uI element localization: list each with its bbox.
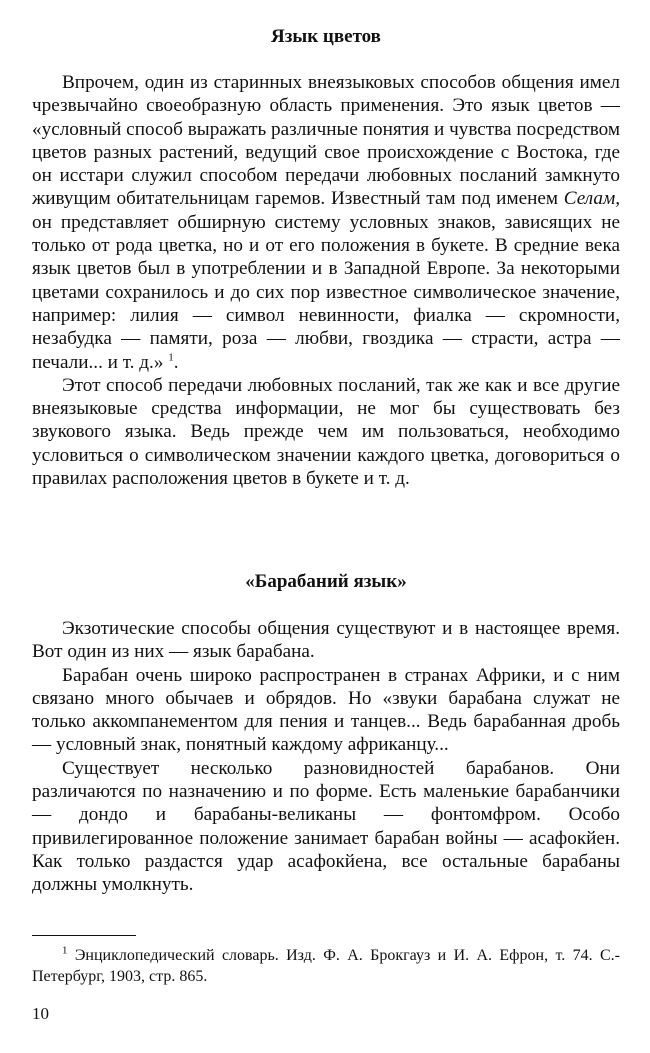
section-body-drum-language xyxy=(32,617,620,897)
footnote-divider xyxy=(32,935,136,936)
paragraph-text: Впрочем, один из старинных внеязыковых способов общения имел чрезвычайно своеобразную область применения. Это язык цветов — «условный способ выражать различные понятия и чувства посредством цветов разных растений, ведущий свое происхождение с Востока, где он исстари служил способом передачи любовных посланий замкнуто живущим обитательницам гаремов. Известный там под именем xyxy=(32,72,620,210)
page-number: 10 xyxy=(32,1004,49,1023)
section-title-language-of-flowers: Язык цветов xyxy=(271,26,381,47)
section-body-language-of-flowers xyxy=(32,71,620,490)
footnote-text: Энциклопедический словарь. Изд. Ф. А. Брокгауз и И. А. Ефрон, т. 74. С.-Петербург, 1903, стр. 865. xyxy=(32,947,620,985)
italic-term: Селам, xyxy=(563,188,620,210)
paragraph xyxy=(32,71,620,374)
footnote-reference[interactable]: 1 xyxy=(168,351,174,364)
paragraph: Этот способ передачи любовных посланий, так же как и все другие внеязыковые средства информации, не мог бы существовать без звукового языка. Ведь прежде чем им пользоваться, необходимо условиться о символическом значении каждого цветка, договориться о правилах расположения цветов в букете и т. д. xyxy=(32,374,620,490)
section-title-drum-language: «Барабаний язык» xyxy=(245,571,407,592)
paragraph: Экзотические способы общения существуют и в настоящее время. Вот один из них — язык барабана. xyxy=(32,618,620,663)
book-page xyxy=(32,0,620,1053)
paragraph-text: он представляет обширную систему условных знаков, зависящих не только от рода цветка, но и от его положения в букете. В средние века язык цветов был в употреблении и в Западной Европе. За некоторыми цветами сохранилось и до сих пор известное символическое значение, например: лилия — символ невинности, фиалка — скромности, незабудка — памяти, роза — любви, гвоздика — страсти, астра — печали... и т. д.» xyxy=(32,211,620,373)
footnote xyxy=(32,945,620,987)
footnote-marker: 1 xyxy=(62,944,68,957)
paragraph: Существует несколько разновидностей барабанов. Они различаются по назначению и по форме. Есть маленькие барабанчики — дондо и барабаны-великаны — фонтомфром. Особо привилегированное положение занимает барабан войны — асафокйен. Как только раздастся удар асафокйена, все остальные барабаны должны умолкнуть. xyxy=(32,757,620,896)
paragraph-text: . xyxy=(173,351,179,373)
paragraph: Барабан очень широко распространен в странах Африки, и с ним связано много обычаев и обрядов. Но «звуки барабана служат не только аккомпанементом для пения и танцев... Ведь барабанная дробь — условный знак, понятный каждому африканцу... xyxy=(32,664,620,756)
